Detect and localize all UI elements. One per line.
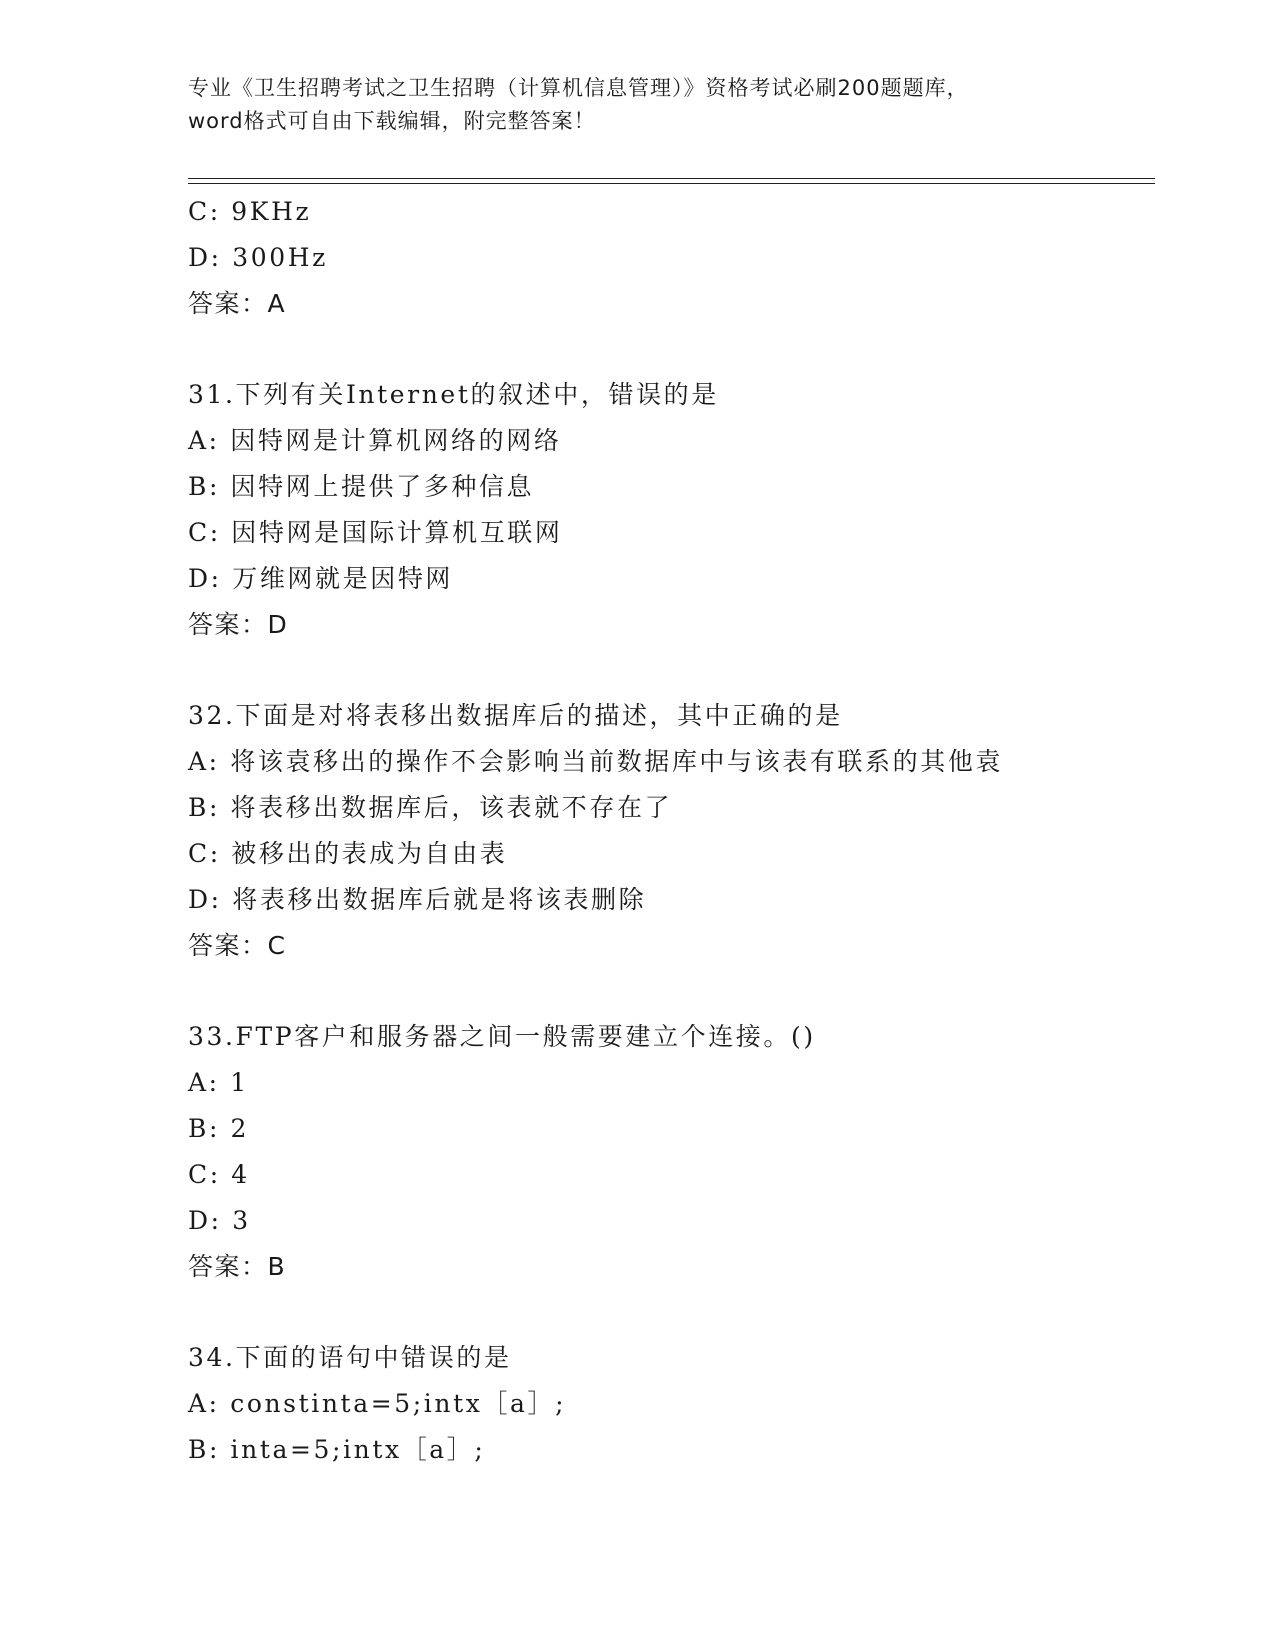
answer: 答案：B	[188, 1252, 287, 1281]
spacer	[188, 969, 1155, 1014]
header-rule-top	[188, 178, 1155, 179]
option-b: B: 将表移出数据库后，该表就不存在了	[188, 793, 673, 822]
option-d: D: 300Hz	[188, 243, 328, 272]
question-text: 32.下面是对将表移出数据库后的描述，其中正确的是	[188, 701, 843, 730]
answer: 答案：D	[188, 610, 289, 639]
question-32	[188, 693, 1155, 969]
question-31	[188, 372, 1155, 648]
option-c: C: 被移出的表成为自由表	[188, 839, 508, 868]
question-text: 33.FTP客户和服务器之间一般需要建立个连接。()	[188, 1022, 816, 1051]
option-d: D: 万维网就是因特网	[188, 564, 454, 593]
question-list	[188, 189, 1155, 1473]
question-text: 31.下列有关Internet的叙述中，错误的是	[188, 380, 719, 409]
option-c: C: 因特网是国际计算机互联网	[188, 518, 563, 547]
spacer	[188, 327, 1155, 372]
option-d: D: 将表移出数据库后就是将该表删除	[188, 885, 647, 914]
document-header	[188, 72, 1088, 138]
header-title-line-1: 专业《卫生招聘考试之卫生招聘（计算机信息管理）》资格考试必刷200题题库，	[188, 76, 969, 100]
header-title-line-2: word格式可自由下载编辑，附完整答案！	[188, 109, 596, 133]
option-b: B: 因特网上提供了多种信息	[188, 472, 535, 501]
option-c: C: 4	[188, 1160, 250, 1189]
answer: 答案：C	[188, 931, 287, 960]
answer: 答案：A	[188, 289, 287, 318]
question-34	[188, 1335, 1155, 1473]
option-a: A: 将该袁移出的操作不会影响当前数据库中与该表有联系的其他袁	[188, 747, 1004, 776]
question-30	[188, 189, 1155, 327]
option-d: D: 3	[188, 1206, 251, 1235]
spacer	[188, 648, 1155, 693]
option-a: A: 因特网是计算机网络的网络	[188, 426, 562, 455]
option-b: B: 2	[188, 1114, 250, 1143]
question-33	[188, 1014, 1155, 1290]
option-c: C: 9KHz	[188, 197, 312, 226]
spacer	[188, 1290, 1155, 1335]
option-a: A: constinta=5;intx［a］;	[188, 1389, 567, 1418]
option-b: B: inta=5;intx［a］;	[188, 1435, 486, 1464]
question-text: 34.下面的语句中错误的是	[188, 1343, 512, 1372]
option-a: A: 1	[188, 1068, 249, 1097]
header-rule-bottom	[188, 183, 1155, 184]
